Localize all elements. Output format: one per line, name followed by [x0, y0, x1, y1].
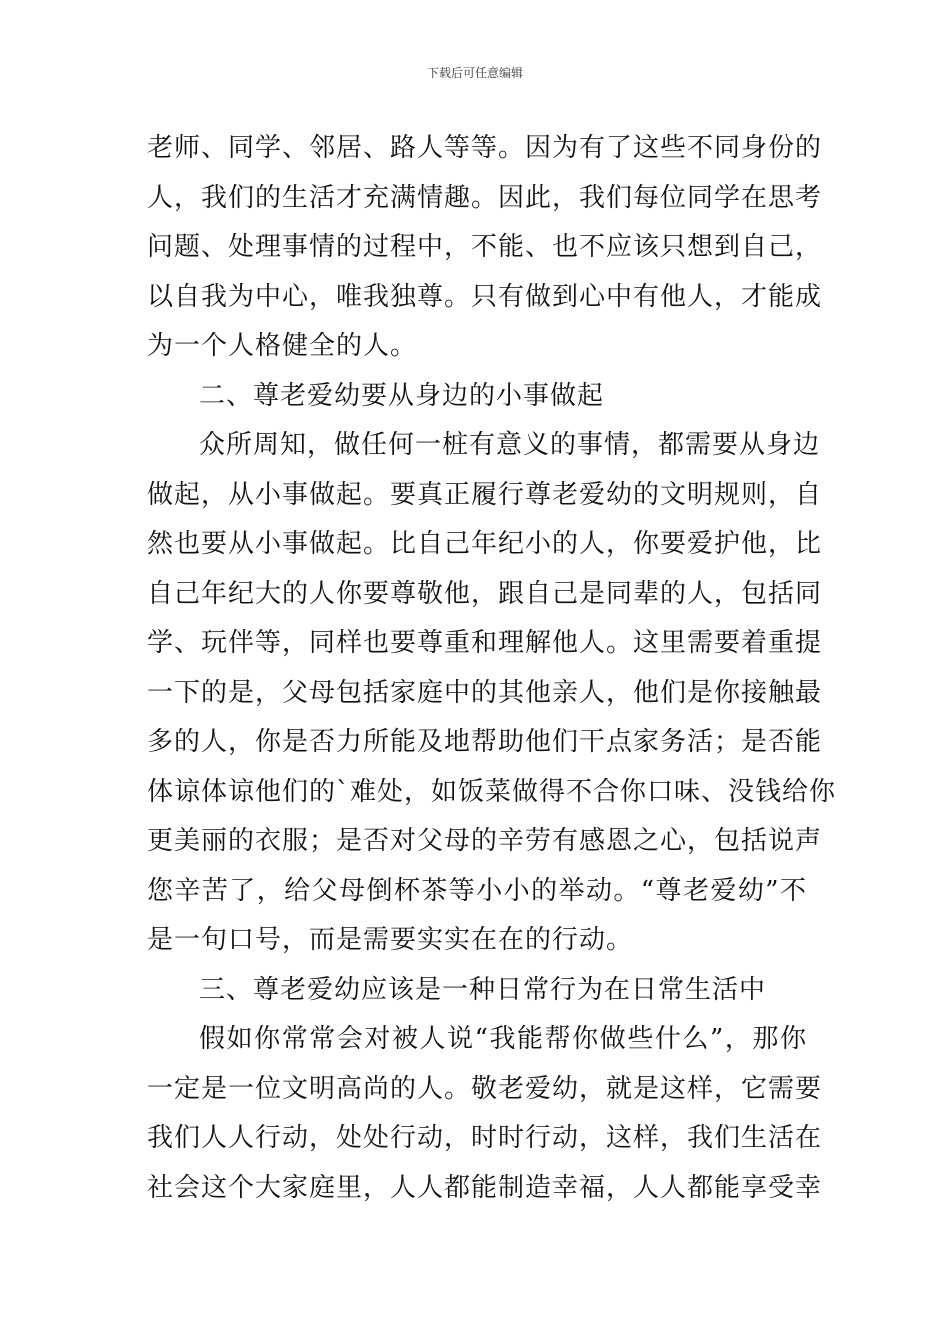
section-heading: 二、尊老爱幼要从身边的小事做起 [199, 380, 605, 411]
paragraph-line: 一定是一位文明高尚的人。敬老爱幼，就是这样，它需要 [147, 1073, 823, 1104]
paragraph-line: 一下的是，父母包括家庭中的其他亲人，他们是你接触最 [147, 677, 823, 708]
paragraph-line: 做起，从小事做起。要真正履行尊老爱幼的文明规则，自 [147, 479, 823, 510]
paragraph-line: 多的人，你是否力所能及地帮助他们干点家务活；是否能 [147, 727, 823, 757]
paragraph-line: 自己年纪大的人你要尊敬他，跟自己是同辈的人，包括同 [147, 578, 823, 609]
paragraph-line: 问题、处理事情的过程中，不能、也不应该只想到自己， [147, 232, 823, 262]
paragraph-line: 人，我们的生活才充满情趣。因此，我们每位同学在思考 [147, 182, 823, 213]
paragraph-line: 老师、同学、邻居、路人等等。因为有了这些不同身份的 [147, 133, 823, 163]
paragraph-line: 体谅体谅他们的`难处，如饭菜做得不合你口味、没钱给你 [147, 776, 837, 807]
paragraph-line: 然也要从小事做起。比自己年纪小的人，你要爱护他，比 [147, 529, 823, 559]
paragraph-line: 是一句口号，而是需要实实在在的行动。 [147, 925, 634, 955]
paragraph-line: 假如你常常会对被人说“我能帮你做些什么”，那你 [199, 1024, 807, 1054]
paragraph-line: 为一个人格健全的人。 [147, 331, 418, 361]
paragraph-line: 以自我为中心，唯我独尊。只有做到心中有他人，才能成 [147, 281, 823, 312]
document-body [147, 124, 837, 1213]
paragraph-line: 社会这个大家庭里，人人都能制造幸福，人人都能享受幸 [147, 1172, 823, 1203]
paragraph-line: 更美丽的衣服；是否对父母的辛劳有感恩之心，包括说声 [147, 826, 823, 856]
paragraph-line: 我们人人行动，处处行动，时时行动，这样，我们生活在 [147, 1123, 823, 1153]
page-header: 下载后可任意编辑 [426, 66, 523, 80]
paragraph-line: 众所周知，做任何一桩有意义的事情，都需要从身边 [199, 430, 821, 460]
paragraph-line: 您辛苦了，给父母倒杯茶等小小的举动。“尊老爱幼”不 [147, 875, 807, 906]
paragraph-line: 学、玩伴等，同样也要尊重和理解他人。这里需要着重提 [147, 628, 823, 658]
section-heading: 三、尊老爱幼应该是一种日常行为在日常生活中 [199, 974, 767, 1005]
